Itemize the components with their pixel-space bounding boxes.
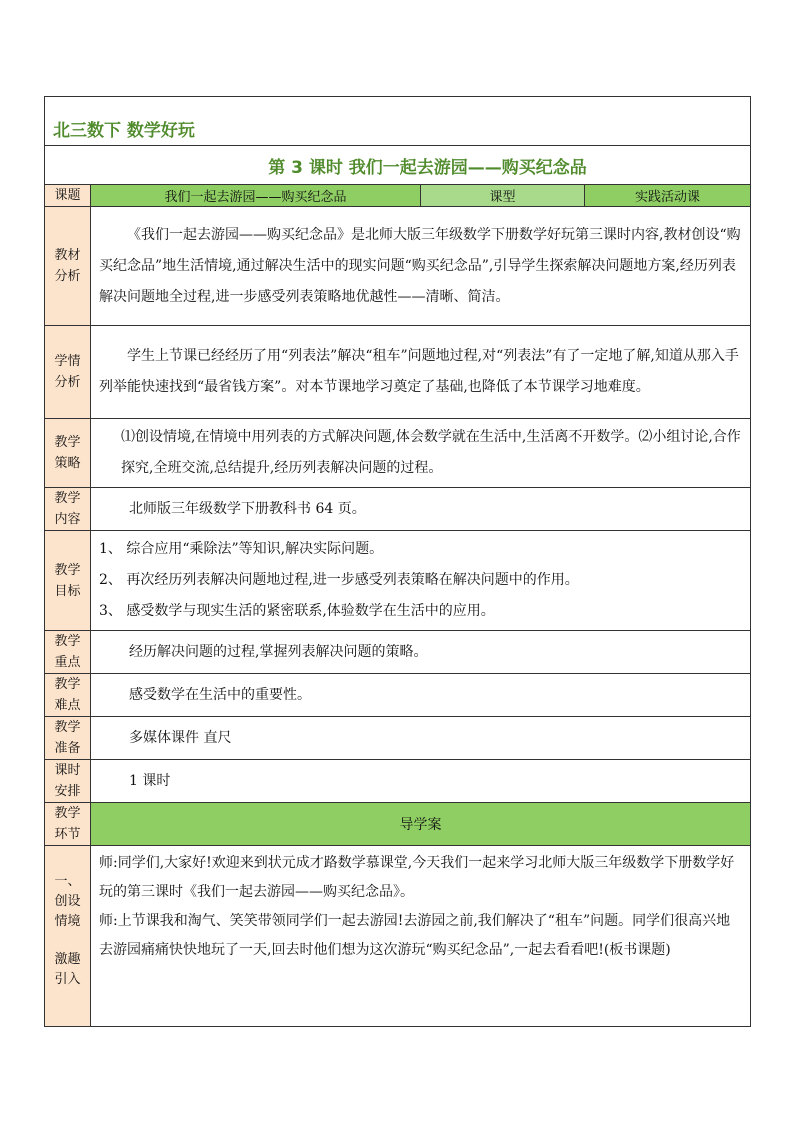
topic-value: 我们一起去游园——购买纪念品	[91, 185, 421, 207]
key-points-row	[45, 631, 751, 674]
topic-row	[45, 185, 751, 207]
type-label: 课型	[421, 185, 585, 207]
schedule-row	[45, 760, 751, 803]
content-text: 北师版三年级数学下册教科书 64 页。	[91, 488, 751, 531]
key-points-text: 经历解决问题的过程,掌握列表解决问题的策略。	[91, 631, 751, 674]
difficulties-row	[45, 674, 751, 717]
difficulties-label: 教学 难点	[45, 674, 91, 717]
brand-title: 北三数下 数学好玩	[53, 121, 195, 141]
phase-label: 教学 环节	[45, 803, 91, 846]
schedule-text: 1 课时	[91, 760, 751, 803]
textbook-analysis-label: 教材 分析	[45, 207, 91, 326]
content-row	[45, 488, 751, 531]
strategy-text: ⑴创设情境,在情境中用列表的方式解决问题,体会数学就在生活中,生活离不开数学。⑵小组讨论,合作探究,全班交流,总结提升,经历列表解决问题的过程。	[91, 419, 751, 488]
goal-item: 3、 感受数学与现实生活的紧密联系,体验数学在生活中的应用。	[99, 603, 495, 619]
lesson-title: 第 3 课时 我们一起去游园——购买纪念品	[268, 157, 587, 178]
preparation-row	[45, 717, 751, 760]
phase-row	[45, 803, 751, 846]
textbook-analysis-row	[45, 207, 751, 326]
intro-paragraph: 师:上节课我和淘气、笑笑带领同学们一起去游园!去游园之前,我们解决了“租车”问题。同学们很高兴地去游园痛痛快快地玩了一天,回去时他们想为这次游玩“购买纪念品”,一起去看看吧!(板书课题)	[99, 913, 731, 958]
intro-text	[91, 846, 751, 1027]
goals-label: 教学 目标	[45, 531, 91, 631]
goal-item: 2、 再次经历列表解决问题地过程,进一步感受列表策略在解决问题中的作用。	[99, 572, 579, 588]
preparation-text: 多媒体课件 直尺	[91, 717, 751, 760]
goal-item: 1、 综合应用“乘除法”等知识,解决实际问题。	[99, 541, 384, 557]
intro-label: 一、 创设 情境 激趣 引入	[45, 846, 91, 1027]
lesson-plan-table	[44, 96, 751, 1027]
header-row-lesson	[45, 146, 751, 185]
goals-row	[45, 531, 751, 631]
student-analysis-label: 学情 分析	[45, 326, 91, 419]
key-points-label: 教学 重点	[45, 631, 91, 674]
intro-paragraph: 师:同学们,大家好!欢迎来到状元成才路数学慕课堂,今天我们一起来学习北师大版三年级数学下册数学好玩的第三课时《我们一起去游园——购买纪念品》。	[99, 855, 735, 900]
strategy-row	[45, 419, 751, 488]
intro-row	[45, 846, 751, 1027]
topic-label: 课题	[45, 185, 91, 207]
student-analysis-row	[45, 326, 751, 419]
textbook-analysis-text: 《我们一起去游园——购买纪念品》是北师大版三年级数学下册数学好玩第三课时内容,教材创设“购买纪念品”地生活情境,通过解决生活中的现实问题“购买纪念品”,引导学生探索解决问题地方案,经历列表解决问题地全过程,进一步感受列表策略地优越性——清晰、简洁。	[91, 207, 751, 326]
strategy-label: 教学 策略	[45, 419, 91, 488]
student-analysis-text: 学生上节课已经经历了用“列表法”解决“租车”问题地过程,对“列表法”有了一定地了解,知道从那入手列举能快速找到“最省钱方案”。对本节课地学习奠定了基础,也降低了本节课学习地难度。	[91, 326, 751, 419]
preparation-label: 教学 准备	[45, 717, 91, 760]
content-label: 教学 内容	[45, 488, 91, 531]
type-value: 实践活动课	[585, 185, 751, 207]
goals-list	[91, 531, 751, 631]
header-row-brand	[45, 97, 751, 146]
schedule-label: 课时 安排	[45, 760, 91, 803]
difficulties-text: 感受数学在生活中的重要性。	[91, 674, 751, 717]
guide-banner: 导学案	[91, 803, 751, 846]
lesson-plan-sheet	[44, 96, 750, 1027]
